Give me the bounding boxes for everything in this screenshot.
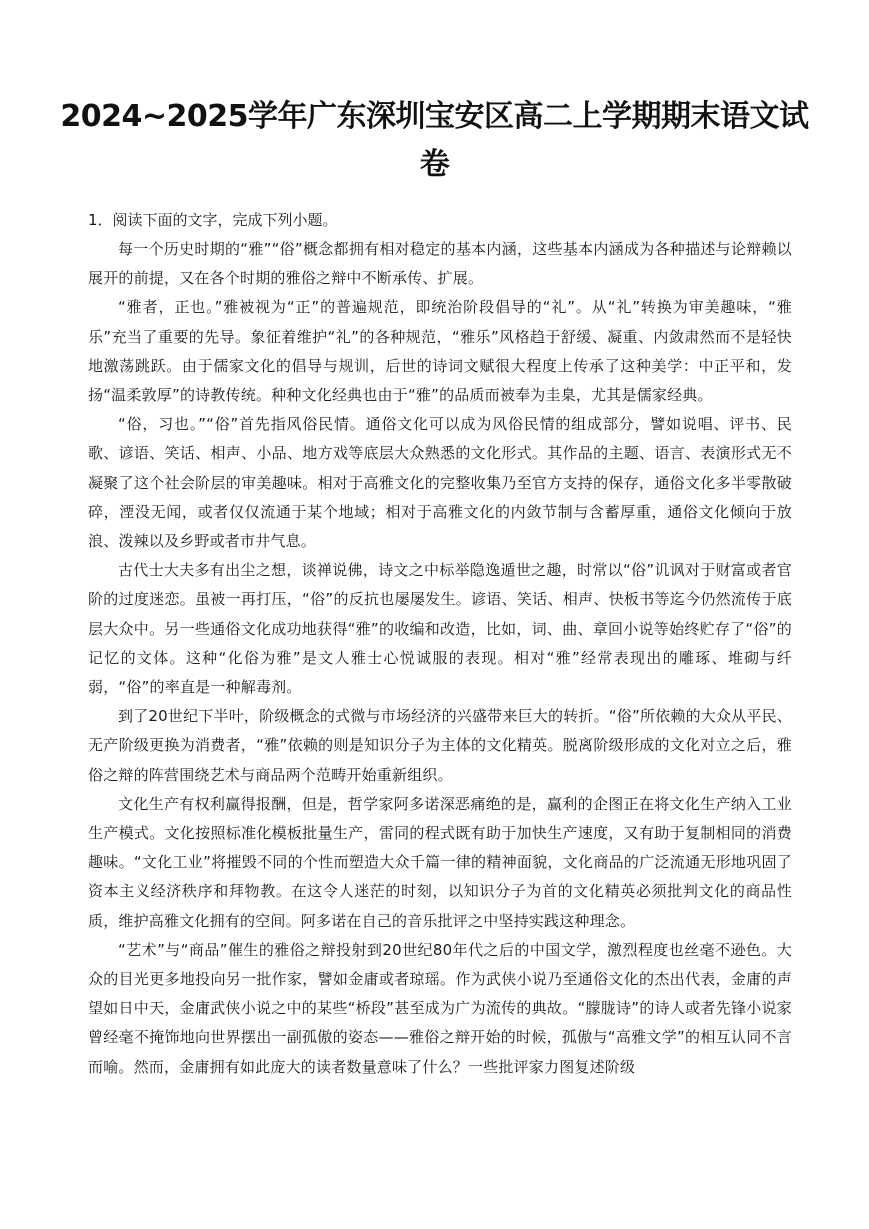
- document-title: 2024~2025学年广东深圳宝安区高二上学期期末语文试卷: [60, 99, 809, 182]
- question-intro: 1．阅读下面的文字，完成下列小题。: [88, 211, 338, 229]
- paragraph-2: “雅者，正也。”雅被视为“正”的普遍规范，即统治阶段倡导的“礼”。从“礼”转换为审美趣味，“雅乐”充当了重要的先导。象征着维护“礼”的各种规范，“雅乐”风格趋于舒缓、凝重、内敛肃然而不是轻快地激荡跳跃。由于儒家文化的倡导与规训，后世的诗词文赋很大程度上传承了这种美学：中正平和，发扬“温柔敦厚”的诗教传统。种种文化经典也由于“雅”的品质而被奉为圭臬，尤其是儒家经典。: [88, 298, 792, 405]
- paragraph-6: 文化生产有权利赢得报酬，但是，哲学家阿多诺深恶痛绝的是，赢利的企图正在将文化生产纳入工业生产模式。文化按照标准化模板批量生产，雷同的程式既有助于加快生产速度，又有助于复制相同的消费趣味。“文化工业”将摧毁不同的个性而塑造大众千篇一律的精神面貌，文化商品的广泛流通无形地巩固了资本主义经济秩序和拜物教。在这令人迷茫的时刻，以知识分子为首的文化精英必须批判文化的商品性质，维护高雅文化拥有的空间。阿多诺在自己的音乐批评之中坚持实践这种理念。: [88, 794, 792, 930]
- paragraph-5: 到了20世纪下半叶，阶级概念的式微与市场经济的兴盛带来巨大的转折。“俗”所依赖的大众从平民、无产阶级更换为消费者，“雅”依赖的则是知识分子为主体的文化精英。脱离阶级形成的文化对立之后，雅俗之辩的阵营围绕艺术与商品两个范畴开始重新组织。: [88, 707, 792, 784]
- paragraph-7: “艺术”与“商品”催生的雅俗之辩投射到20世纪80年代之后的中国文学，激烈程度也丝毫不逊色。大众的目光更多地投向另一批作家，譬如金庸或者琼瑶。作为武侠小说乃至通俗文化的杰出代表，金庸的声望如日中天，金庸武侠小说之中的某些“桥段”甚至成为广为流传的典故。“朦胧诗”的诗人或者先锋小说家曾经毫不掩饰地向世界摆出一副孤傲的姿态——雅俗之辩开始的时候，孤傲与“高雅文学”的相互认同不言而喻。然而，金庸拥有如此庞大的读者数量意味了什么？一些批评家力图复述阶级: [88, 940, 792, 1076]
- paragraph-4: 古代士大夫多有出尘之想，谈禅说佛，诗文之中标举隐逸遁世之趣，时常以“俗”讥讽对于财富或者官阶的过度迷恋。虽被一再打压，“俗”的反抗也屡屡发生。谚语、笑话、相声、快板书等迄今仍然流传于底层大众中。另一些通俗文化成功地获得“雅”的收编和改造，比如，词、曲、章回小说等始终贮存了“俗”的记忆的文体。这种“化俗为雅”是文人雅士心悦诚服的表现。相对“雅”经常表现出的雕琢、堆砌与纤弱，“俗”的率直是一种解毒剂。: [88, 561, 792, 697]
- paragraph-3: “俗，习也。”“俗”首先指风俗民情。通俗文化可以成为风俗民情的组成部分，譬如说唱、评书、民歌、谚语、笑话、相声、小品、地方戏等底层大众熟悉的文化形式。其作品的主题、语言、表演形式无不凝聚了这个社会阶层的审美趣味。相对于高雅文化的完整收集乃至官方支持的保存，通俗文化多半零散破碎，湮没无闻，或者仅仅流通于某个地域；相对于高雅文化的内敛节制与含蓄厚重，通俗文化倾向于放浪、泼辣以及乡野或者市井气息。: [88, 415, 792, 551]
- paragraph-1: 每一个历史时期的“雅”“俗”概念都拥有相对稳定的基本内涵，这些基本内涵成为各种描述与论辩赖以展开的前提，又在各个时期的雅俗之辩中不断承传、扩展。: [88, 240, 792, 288]
- document-body: [88, 206, 792, 1082]
